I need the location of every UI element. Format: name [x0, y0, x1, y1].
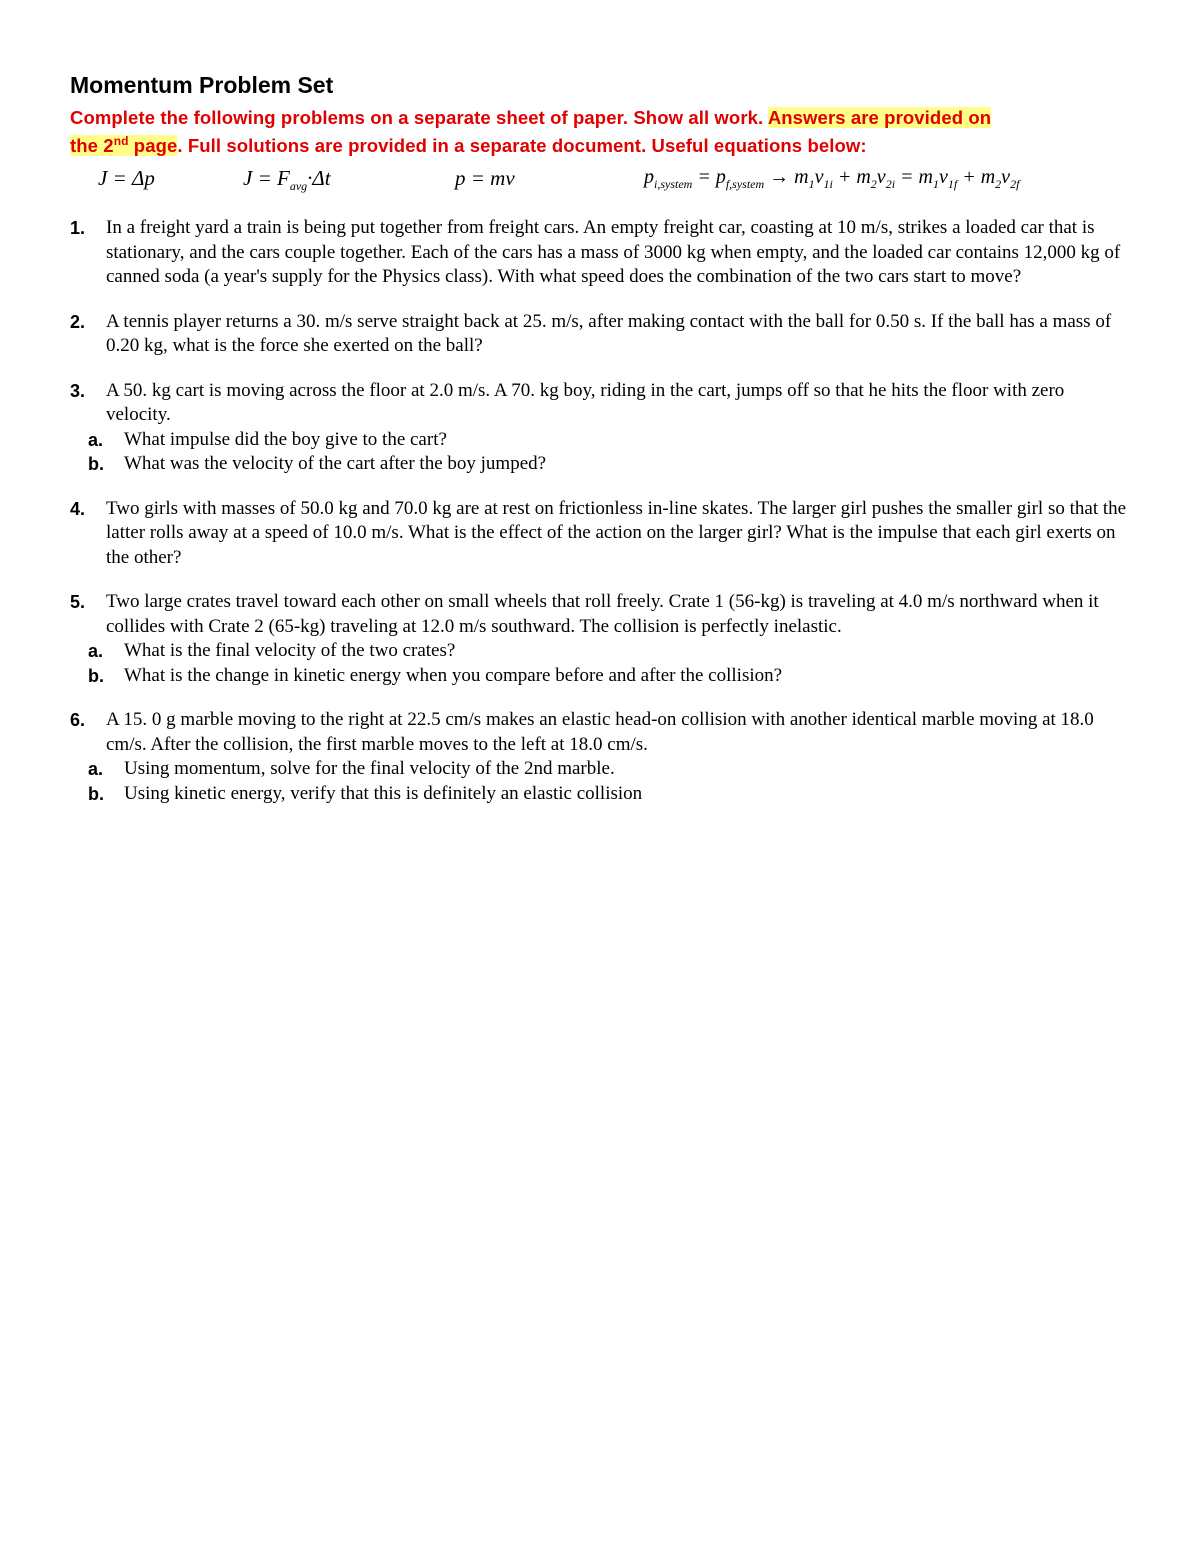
eq4-m1: m: [794, 166, 809, 188]
eq4-m2s: 2: [870, 177, 877, 191]
subquestion-letter: a.: [88, 759, 104, 779]
problem-text: Two girls with masses of 50.0 kg and 70.0 kg are at rest on frictionless in-line skates. The larger girl pushes the smaller girl so that the latter rolls away at a speed of 10.0 m/s. What is the effect of the action on the larger girl? What is the impulse that each girl exerts on the other?: [106, 497, 1127, 568]
problem-number: 3.: [70, 380, 86, 401]
subquestion-letter: a.: [88, 429, 104, 450]
instructions-part2: . Full solutions are provided in a separate document. Useful equations below:: [177, 135, 867, 156]
eq4-v3: v: [938, 166, 948, 188]
problem-text: Two large crates travel toward each other on small wheels that roll freely. Crate 1 (56-kg) is traveling at 4.0 m/s northward when it collides with Crate 2 (65-kg) traveling at 12.0 m/s southward. The collision is perfectly inelastic.: [106, 591, 1099, 637]
page-title: Momentum Problem Set: [70, 72, 334, 98]
eq4-m3s: 1: [932, 177, 939, 191]
subquestion-text: Using momentum, solve for the final velocity of the 2nd marble.: [124, 758, 615, 779]
eq4-plus1: + m: [832, 166, 871, 188]
problem-item: [70, 310, 1132, 359]
eq2-pre: J = F: [243, 166, 290, 190]
problem-number: 2.: [70, 311, 86, 332]
subquestion-letter: b.: [88, 665, 104, 686]
equation-momentum: p = mv: [455, 166, 515, 190]
equation-conservation: [644, 166, 1019, 192]
highlight2-pre: the 2: [70, 135, 114, 156]
eq4-v1s: 1i: [823, 177, 833, 191]
problem-item: [70, 708, 1132, 806]
eq4-plus2: + m: [957, 166, 996, 188]
eq4-m1s: 1: [808, 177, 815, 191]
eq4-v3s: 1f: [947, 177, 958, 191]
problem-number: 6.: [70, 710, 86, 730]
subquestion-letter: b.: [88, 783, 104, 804]
eq4-v4: v: [1001, 166, 1011, 188]
problem-item: [70, 216, 1132, 290]
eq4-v2: v: [876, 166, 886, 188]
eq4-v1: v: [814, 166, 824, 188]
instructions-highlight-1: Answers are provided on: [767, 107, 992, 128]
instructions: [70, 104, 1132, 160]
subquestion-letter: a.: [88, 641, 104, 661]
equation-impulse-momentum: J = Δp: [98, 166, 155, 190]
problem-number: 4.: [70, 498, 86, 519]
problem-text: In a freight yard a train is being put together from freight cars. An empty freight car, coasting at 10 m/s, strikes a loaded car that is stationary, and the cars couple together. Each of the cars has a mass of 3000 kg when empty, and the loaded car contains 12,000 kg of canned soda (a year's supply for the Physics class). With what speed does the combination of the two cars start to move?: [106, 217, 1121, 287]
eq4-mid: = p: [692, 166, 726, 188]
subquestion-text: What is the change in kinetic energy when you compare before and after the collision?: [124, 664, 783, 686]
eq2-post: ·Δt: [307, 166, 331, 190]
subquestion-item: [70, 664, 1132, 689]
eq2-sub: avg: [289, 179, 308, 194]
subquestion-item: [70, 452, 1132, 477]
eq4-v2s: 2i: [885, 177, 896, 191]
problem-number: 1.: [70, 218, 86, 238]
subquestion-list: [70, 639, 1132, 688]
problem-text: A 50. kg cart is moving across the floor at 2.0 m/s. A 70. kg boy, riding in the cart, jumps off so that he hits the floor with zero velocity.: [106, 379, 1065, 425]
subquestion-list: [70, 428, 1132, 477]
problem-number: 5.: [70, 592, 86, 612]
problem-text: A 15. 0 g marble moving to the right at 22.5 cm/s makes an elastic head-on collision with another identical marble moving at 18.0 cm/s. After the collision, the first marble moves to the left at 18.0 cm/s.: [106, 709, 1094, 755]
eq4-p1: p: [644, 166, 654, 188]
subquestion-text: What was the velocity of the cart after the boy jumped?: [124, 453, 547, 474]
subquestion-list: [70, 757, 1132, 806]
subquestion-item: [70, 782, 1132, 807]
equation-impulse-force: [243, 166, 331, 194]
subquestion-letter: b.: [88, 454, 104, 474]
highlight2-sup: nd: [113, 133, 129, 148]
subquestion-item: [70, 639, 1132, 664]
subquestion-item: [70, 428, 1132, 453]
problem-item: [70, 379, 1132, 477]
eq4-s2: f,system: [725, 177, 765, 191]
arrow-icon: →: [764, 166, 795, 188]
subquestion-text: What impulse did the boy give to the cart?: [124, 428, 447, 450]
eq4-eq: = m: [895, 166, 933, 188]
problem-text: A tennis player returns a 30. m/s serve straight back at 25. m/s, after making contact with the ball for 0.50 s. If the ball has a mass of 0.20 kg, what is the force she exerted on the ball?: [106, 310, 1112, 356]
problem-item: [70, 497, 1132, 571]
instructions-highlight-2: [70, 135, 177, 156]
problem-list: [70, 216, 1132, 806]
subquestion-text: What is the final velocity of the two crates?: [124, 640, 456, 661]
eq4-v4s: 2f: [1010, 177, 1020, 191]
instructions-part1: Complete the following problems on a separate sheet of paper. Show all work.: [70, 107, 768, 128]
eq4-s1: i,system: [654, 177, 693, 191]
eq4-m4s: 2: [995, 177, 1002, 191]
problem-item: [70, 590, 1132, 688]
document-page: [70, 70, 1132, 826]
subquestion-text: Using kinetic energy, verify that this is definitely an elastic collision: [124, 782, 643, 804]
subquestion-item: [70, 757, 1132, 782]
equations-row: [70, 164, 1132, 198]
highlight2-post: page: [128, 135, 178, 156]
